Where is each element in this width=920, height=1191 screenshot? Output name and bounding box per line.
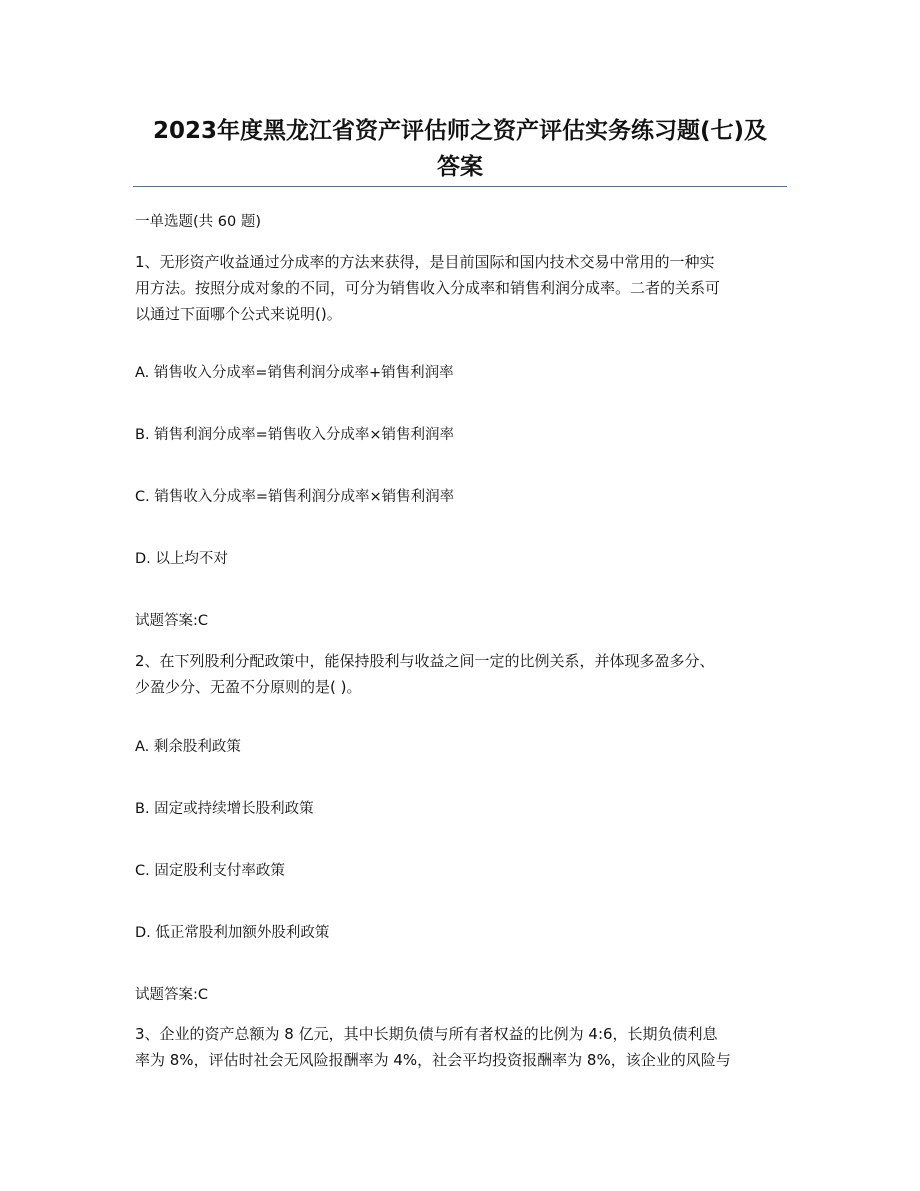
document-title-line-1: 2023年度黑龙江省资产评估师之资产评估实务练习题(七)及: [152, 118, 768, 144]
question-1-answer: 试题答案:C: [135, 613, 209, 629]
question-2-option-c: C. 固定股利支付率政策: [135, 863, 285, 879]
question-3-stem-line: 率为 8%，评估时社会无风险报酬率为 4%，社会平均投资报酬率为 8%，该企业的风险与: [135, 1051, 731, 1069]
document-title-line-2: 答案: [437, 154, 483, 180]
question-2-answer: 试题答案:C: [135, 987, 209, 1003]
question-2-stem-line: 2、在下列股利分配政策中，能保持股利与收益之间一定的比例关系，并体现多盈多分、: [135, 652, 715, 670]
section-heading: 一单选题(共 60 题): [135, 214, 261, 230]
question-1-stem-line: 以通过下面哪个公式来说明()。: [135, 305, 342, 323]
question-1-option-b: B. 销售利润分成率=销售收入分成率×销售利润率: [135, 427, 454, 443]
question-1-option-d: D. 以上均不对: [135, 551, 228, 567]
question-1-option-a: A. 销售收入分成率=销售利润分成率+销售利润率: [135, 365, 454, 381]
title-divider: [133, 186, 787, 187]
question-3-stem-line: 3、企业的资产总额为 8 亿元，其中长期负债与所有者权益的比例为 4:6，长期负债利息: [135, 1025, 718, 1043]
question-1-stem-line: 1、无形资产收益通过分成率的方法来获得，是目前国际和国内技术交易中常用的一种实: [135, 253, 715, 271]
question-1-stem: [135, 249, 785, 327]
question-3-stem: [135, 1021, 785, 1073]
question-2-option-d: D. 低正常股利加额外股利政策: [135, 925, 330, 941]
question-1-option-c: C. 销售收入分成率=销售利润分成率×销售利润率: [135, 489, 455, 505]
question-2-stem-line: 少盈少分、无盈不分原则的是( )。: [135, 678, 362, 696]
question-2-option-a: A. 剩余股利政策: [135, 739, 241, 755]
question-2-stem: [135, 648, 785, 700]
question-1-stem-line: 用方法。按照分成对象的不同，可分为销售收入分成率和销售利润分成率。二者的关系可: [135, 279, 721, 297]
question-2-option-b: B. 固定或持续增长股利政策: [135, 801, 314, 817]
